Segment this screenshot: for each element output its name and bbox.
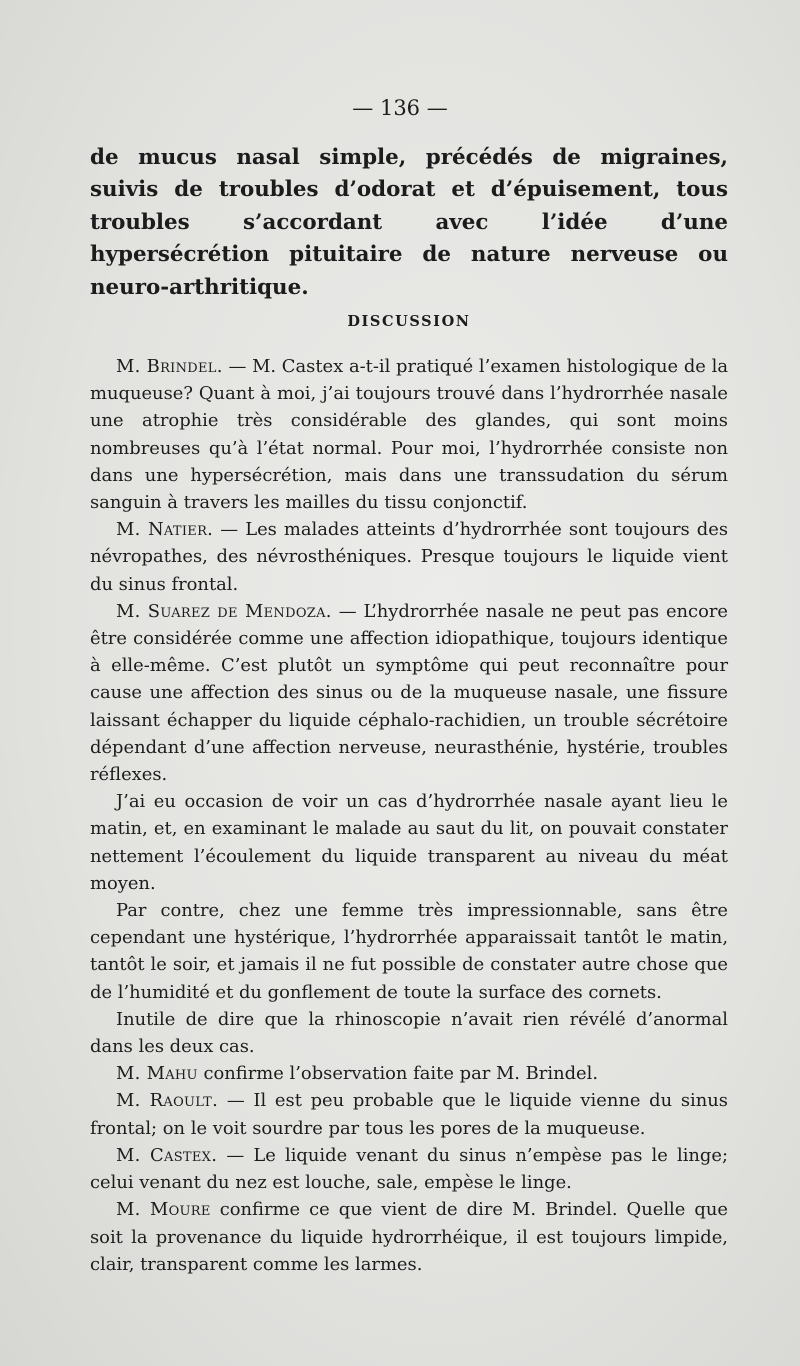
paragraph-castex: [90, 1142, 728, 1196]
speaker-name: M. Natier.: [116, 519, 214, 541]
speaker-name: M. Moure: [116, 1199, 211, 1221]
paragraph-case-one: [90, 788, 728, 897]
paragraph-raoult: [90, 1087, 728, 1141]
paragraph-text: — L’hydrorrhée nasale ne peut pas encore être considérée comme une affection idiopathique, toujours identique à elle-même. C’est plutôt un symptôme qui peut reconnaître pour cause une affection des sinus ou de la muqueuse nasale, une fissure laissant échapper du liquide céphalo-rachidien, un trouble sécrétoire dépendant d’une affection nerveuse, neurasthénie, hystérie, troubles réflexes.: [90, 600, 728, 786]
paragraph-text: — Il est peu probable que le liquide vienne du sinus frontal; on le voit sourdre par tous les pores de la muqueuse.: [90, 1090, 728, 1139]
speaker-name: M. Castex.: [116, 1144, 218, 1166]
speaker-name: M. Mahu: [116, 1063, 198, 1085]
page-number: — 136 —: [352, 96, 448, 120]
paragraph-text: confirme l’observation faite par M. Brindel.: [197, 1063, 599, 1085]
paragraph-text: Par contre, chez une femme très impressionnable, sans être cependant une hystérique, l’hydrorrhée apparaissait tantôt le matin, tantôt le soir, et jamais il ne fut possible de constater autre chose que de l’humidité et du gonflement de toute la surface des cornets.: [90, 900, 728, 1003]
paragraph-text: J’ai eu occasion de voir un cas d’hydrorrhée nasale ayant lieu le matin, et, en examinant le malade au saut du lit, on pouvait constater nettement l’écoulement du liquide transparent au niveau du méat moyen.: [90, 791, 728, 894]
paragraph-text: — Les malades atteints d’hydrorrhée sont toujours des névropathes, des névrosthéniques. Presque toujours le liquide vient du sinus frontal.: [90, 519, 728, 595]
paragraph-mahu: [90, 1060, 728, 1087]
lead-paragraph: de mucus nasal simple, précédés de migraines, suivis de troubles d’odorat et d’épuisement, tous troubles s’accordant avec l’idée d’une hypersécrétion pituitaire de nature nerveuse ou neuro-arthritique.: [90, 145, 728, 300]
section-title: DISCUSSION: [347, 313, 471, 330]
paragraph-text: — Le liquide venant du sinus n’empèse pas le linge; celui venant du nez est louche, sale, empèse le linge.: [90, 1144, 729, 1194]
paragraph-natier: [90, 516, 728, 598]
speaker-name: M. Brindel.: [116, 356, 223, 377]
paragraph-brindel: [90, 353, 728, 516]
speaker-name: M. Raoult.: [116, 1090, 219, 1112]
paragraph-suarez: [90, 598, 728, 788]
paragraph-text: confirme ce que vient de dire M. Brindel. Quelle que soit la provenance du liquide hydrorrhéique, il est toujours limpide, clair, transparent comme les larmes.: [90, 1199, 728, 1275]
paragraph-rhinoscopy: [90, 1006, 728, 1060]
discussion-body: [90, 353, 728, 1278]
paragraph-moure: [90, 1196, 728, 1278]
paragraph-case-two: [90, 897, 728, 1006]
speaker-name: M. Suarez de Mendoza.: [116, 600, 332, 622]
paragraph-text: — M. Castex a-t-il pratiqué l’examen histologique de la muqueuse? Quant à moi, j’ai toujours trouvé dans l’hydrorrhée nasale une atrophie très considérable des glandes, qui sont moins nombreuses qu’à l’état normal. Pour moi, l’hydrorrhée consiste non dans une hypersécrétion, mais dans une transsudation du sérum sanguin à travers les mailles du tissu conjonctif.: [90, 356, 728, 514]
paragraph-text: Inutile de dire que la rhinoscopie n’avait rien révélé d’anormal dans les deux cas.: [90, 1008, 728, 1058]
